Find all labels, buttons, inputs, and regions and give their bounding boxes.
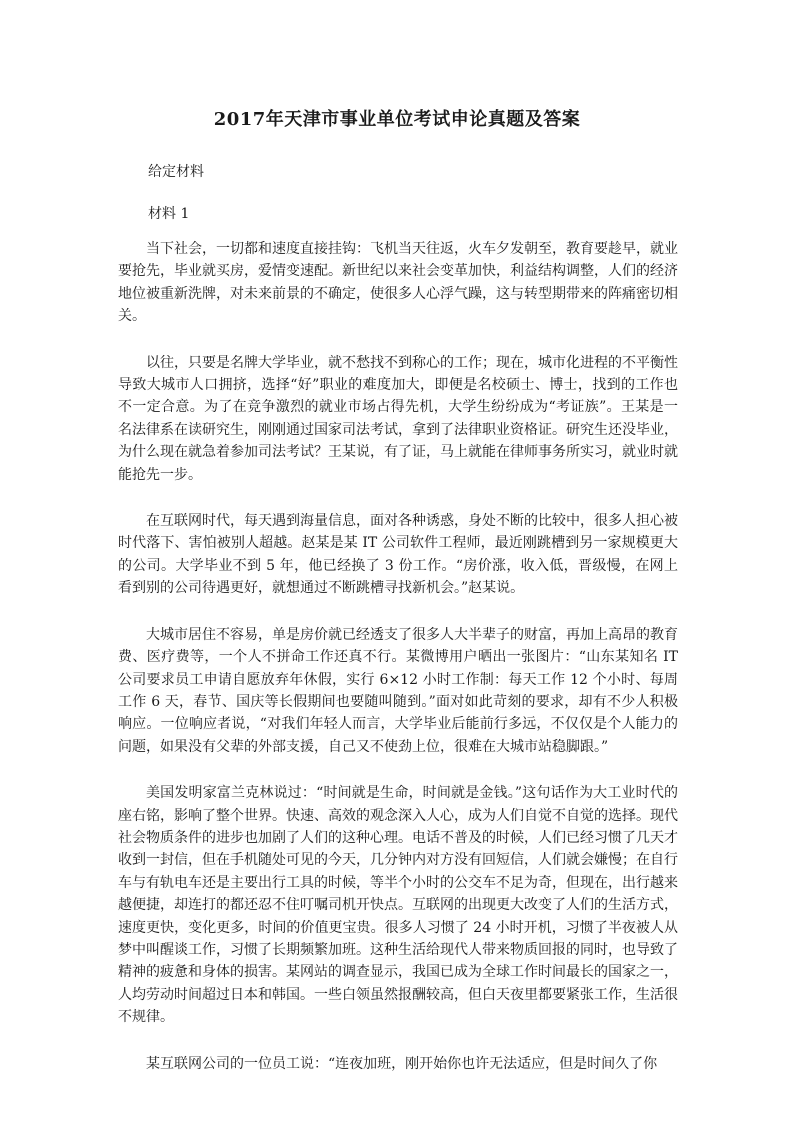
- paragraph: 大城市居住不容易，单是房价就已经透支了很多人大半辈子的财富，再加上高昂的教育费、医疗费等，一个人不拼命工作还真不行。某微博用户晒出一张图片：“山东某知名 IT 公司要求员工申请自愿放弃年休假，实行 6×12 小时工作制：每天工作 12 个小时、每周工作 6 天，春节、国庆等长假期间也要随叫随到。”面对如此苛刻的要求，却有不少人积极响应。一位响应者说，“对我们年轻人而言，大学毕业后能前行多远，不仅仅是个人能力的问题，如果没有父辈的外部支援，自己又不使劲上位，很难在大城市站稳脚跟。”: [118, 626, 678, 755]
- paragraph: 在互联网时代，每天遇到海量信息，面对各种诱惑，身处不断的比较中，很多人担心被时代落下、害怕被别人超越。赵某是某 IT 公司软件工程师，最近刚跳槽到另一家规模更大的公司。大学毕业不到 5 年，他已经换了 3 份工作。“房价涨，收入低，晋级慢，在网上看到别的公司待遇更好，就想通过不断跳槽寻找新机会。”赵某说。: [118, 513, 678, 597]
- paragraph: 当下社会，一切都和速度直接挂钩：飞机当天往返，火车夕发朝至，教育要趁早，就业要抢先，毕业就买房，爱情变速配。新世纪以来社会变革加快，利益结构调整，人们的经济地位被重新洗牌，对未来前景的不确定，使很多人心浮气躁，这与转型期带来的阵痛密切相关。: [118, 241, 678, 325]
- section-label: 给定材料: [148, 164, 204, 180]
- paragraph: 美国发明家富兰克林说过：“时间就是生命，时间就是金钱。”这句话作为大工业时代的座右铭，影响了整个世界。快速、高效的观念深入人心，成为人们自觉不自觉的选择。现代社会物质条件的进步也加剧了人们的这种心理。电话不普及的时候，人们已经习惯了几天才收到一封信，但在手机随处可见的今天，几分钟内对方没有回短信，人们就会嫌慢；在自行车与有轨电车还是主要出行工具的时候，等半个小时的公交车不足为奇，但现在，出行越来越便捷，却连打的都还忍不住叮嘱司机开快点。互联网的出现更大改变了人们的生活方式，速度更快，变化更多，时间的价值更宝贵。很多人习惯了 24 小时开机，习惯了半夜被人从梦中叫醒谈工作，习惯了长期频繁加班。这种生活给现代人带来物质回报的同时，也导致了精神的疲惫和身体的损害。某网站的调查显示，我国已成为全球工作时间最长的国家之一，人均劳动时间超过日本和韩国。一些白领虽然报酬较高，但白天夜里都要紧张工作，生活很不规律。: [118, 785, 678, 1026]
- paragraph: 以往，只要是名牌大学毕业，就不愁找不到称心的工作；现在，城市化进程的不平衡性导致大城市人口拥挤，选择“好”职业的难度加大，即便是名校硕士、博士，找到的工作也不一定合意。为了在竞争激烈的就业市场占得先机，大学生纷纷成为“考证族”。王某是一名法律系在读研究生，刚刚通过国家司法考试，拿到了法律职业资格证。研究生还没毕业，为什么现在就急着参加司法考试？王某说，有了证，马上就能在律师事务所实习，就业时就能抢先一步。: [118, 354, 678, 483]
- material-label: 材料 1: [148, 206, 190, 222]
- document-body: [118, 238, 678, 1099]
- page-title: 2017年天津市事业单位考试申论真题及答案: [213, 109, 581, 130]
- paragraph: 某互联网公司的一位员工说：“连夜加班，刚开始你也许无法适应，但是时间久了你: [146, 1055, 658, 1072]
